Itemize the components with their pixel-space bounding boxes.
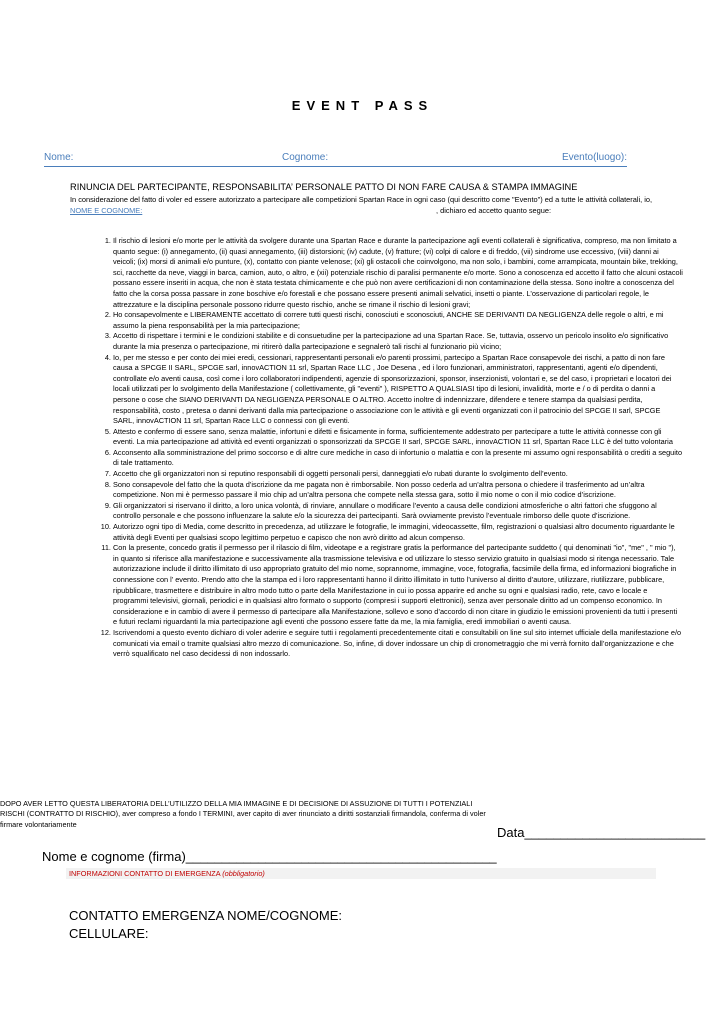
list-item: 6. Acconsento alla somministrazione del primo soccorso e di altre cure mediche in caso di infortunio o malattia e con la presente mi assumo ogni responsabilità o crediti a seguito di tale trattamento. — [113, 448, 683, 469]
event-field-label[interactable]: Evento(luogo): — [561, 152, 627, 163]
list-item: 10. Autorizzo ogni tipo di Media, come descritto in precedenza, ad utilizzare le fotografie, le immagini, videocassette, film, registrazioni o qualsiasi altro documento riguardante le attività degli Eventi per qualsiasi scopo legittimo perpetuo e capisco che non avrò diritto ad alcun compenso. — [113, 522, 683, 543]
list-item: 11. Con la presente, concedo gratis il permesso per il rilascio di film, videotape e a registrare gratis la performance del partecipante suddetto ( qui denominati "io", "me" , " mio "), in quanto si riferisce alla manifestazione e successivamente alla trasmissione televisiva e od utilizzare lo stesso servizio gratuito in qualsiasi modo si ritenga necessario. Tale autorizzazione include il diritto illimitato di uso appropriato gratuito del mio nome, soprannome, immagine, voce, fotografia, facsimile della firma, ed informazioni biografiche in connessione con l’ evento. Prendo atto che la stampa ed i loro rappresentanti hanno il diritto illimitato in tutto l’universo al diritto d’autore, utilizzare, riutilizzare, pubblicare, ripubblicare, trasmettere e distribuire in altro modo tutto o parte della Manifestazione in cui io possa apparire ed anche su ogni e qualsiasi radio, rete, cavo e locale e programmi televisivi, giornali, periodici e in qualsiasi altro formato o supporto (compresi i supporti elettronici), senza aver personale diritto ad un compenso economico. In considerazione e in cambio di avere il permesso di partecipare alla Manifestazione, sollevo e sono d’accordo di non citare in giudizio le emissioni provenienti da tutti i presenti e futuri reclami riguardanti la mia partecipazione agli eventi che possono essere fatte da me, la mia famiglia, eredi immobiliari o aventi causa. — [113, 543, 683, 628]
emergency-label: INFORMAZIONI CONTATTO DI EMERGENZA — [69, 869, 221, 878]
list-item: 5. Attesto e confermo di essere sano, senza malattie, infortuni e difetti e fisicamente in forma, sufficientemente addestrato per partecipare a tutte le attività connesse con gli eventi. La mia partecipazione ad attività ed eventi organizzati o sponsorizzati da SPCGE II sarl, SPCGE SARL, innovACTION 11 srl, Spartan Race LLC è del tutto volontaria — [113, 427, 683, 448]
signature-field[interactable]: Nome e cognome (firma)___________________________________________ — [42, 849, 497, 864]
emergency-phone-field[interactable]: CELLULARE: — [69, 926, 149, 941]
list-item: 9. Gli organizzatori si riservano il diritto, a loro unica volontà, di rinviare, annullare o modificare l’evento a causa delle condizioni atmosferiche o altri fattori che sfuggono al controllo personale e che possono influenzare la salute e/o la sicurezza dei partecipanti. Sarà ovviamente previsto l’eventuale rimborso delle quote d’iscrizione. — [113, 501, 683, 522]
list-item: 4. Io, per me stesso e per conto dei miei eredi, cessionari, rappresentanti personali e/o parenti prossimi, partecipo a Spartan Race consapevole dei rischi, a patto di non fare causa a SPCGE II SARL, SPCGE sarl, innovACTION 11 srl, Spartan Race LLC , Joe Desena , ed i loro funzionari, amministratori, rappresentanti, agenti e/o dipendenti, controllate e/o aventi causa, così come i loro collaboratori indipendenti, agenzie di sponsorizzazioni, sponsor, inserzionisti, volontari e, se del caso, i proprietari e locatori dei locali utilizzati per lo svolgimento della Manifestazione ( collettivamente, gli "eventi" ), RISPETTO A QUALSIASI tipo di lesioni, invalidità, morte e / o di perdita o danni a persone o cose che SIANO DERIVANTI DA NEGLIGENZA PERSONALE O ALTRO. Accetto inoltre di indennizzare, difendere e tenere stampa da qualsiasi perdita, responsabilità, costo , pretesa o danni derivanti dalla mia partecipazione o associazione con le attività e gli eventi organizzati con il patrocinio del SPCGE II sarl, SPCGE SARL, innovACTION 11 srl, Spartan Race LLC o connessi con gli eventi. — [113, 353, 683, 427]
signature-disclaimer: DOPO AVER LETTO QUESTA LIBERATORIA DELL’UTILIZZO DELLA MIA IMMAGINE E DI DECISIONE DI ASSUZIONE DI TUTTI I POTENZIALI RISCHI (CONTRATTO DI RISCHIO), aver compreso a fondo I TERMINI, aver capito di aver rinunciato a diritti sostanziali firmandola, conferma di voler firmare volontariamente — [0, 799, 486, 829]
full-name-blank[interactable]: NOME E COGNOME: — [70, 205, 143, 215]
name-field-label[interactable]: Nome: — [44, 152, 74, 163]
list-item: 8. Sono consapevole del fatto che la quota d’iscrizione da me pagata non è rimborsabile. Non posso cederla ad un’altra persona o chiedere il trasferimento ad un’altra competizione. Non mi è permesso passare il mio chip ad un’altra persona che compete nella stessa gara, sotto il mio nome o con il mio codice d’iscrizione. — [113, 480, 683, 501]
page-title: EVENT PASS — [291, 98, 434, 113]
list-item: 1. Il rischio di lesioni e/o morte per le attività da svolgere durante una Spartan Race e durante la partecipazione agli eventi collaterali è significativa, compreso, ma non limitato a quanto segue: (i) annegamento, (ii) quasi annegamento, (iii) distorsioni; (iv) cadute, (v) fratture; (vi) colpi di calore e di freddo, (vii) sindrome use eccessivo, (viii) danni ai veicoli; (ix) morsi di animali e/o punture, (x), contatto con piante velenose; (xi) gli ostacoli che coinvolgono, ma non solo, i bambini, come arrampicata, mountain bike, trekking, sci, racchette da neve, viaggi in barca, camion, auto, o altro, e (xii) potenziale rischio di paralisi permanente e/o morte. Sono a conoscenza ed accetto il fatto che alcuni ostacoli possano essere inseriti in acqua, che non è stata testata chimicamente e che può non avere certificazioni di non contaminazione della stessa. Sono inoltre a conoscenza del fatto che la corsa possa passare in zone boschive e/o forestali e che possano essere presenti animali selvatici, insetti o piante. L’osservazione di particolari regole, le attrezzature e la disciplina personale possono ridurre questo rischio, anche se rimane il rischio di lesioni gravi; — [113, 236, 683, 310]
intro-text-before: In considerazione del fatto di voler ed essere autorizzato a partecipare alle competizioni Spartan Race in ogni caso (qui descritto come "Evento") ed a tutte le attività collaterali, io, — [70, 195, 653, 204]
surname-field-label[interactable]: Cognome: — [282, 152, 329, 163]
waiver-heading: RINUNCIA DEL PARTECIPANTE, RESPONSABILITA’ PERSONALE PATTO DI NON FARE CAUSA & STAMPA IMMAGINE — [70, 182, 578, 192]
emergency-contact-name-field[interactable]: CONTATTO EMERGENZA NOME/COGNOME: — [69, 908, 343, 923]
list-item: 7. Accetto che gli organizzatori non si reputino responsabili di oggetti personali persi, danneggiati e/o rubati durante lo svolgimento dell’evento. — [113, 469, 683, 480]
waiver-intro — [70, 195, 660, 216]
terms-list — [87, 236, 683, 660]
emergency-section-label — [69, 869, 265, 878]
emergency-required-note: (obbligatorio) — [222, 869, 265, 878]
emergency-contact-block — [69, 907, 342, 943]
date-field[interactable]: Data_________________________ — [497, 825, 706, 840]
participant-fields — [44, 152, 627, 167]
list-item: 12. Iscrivendomi a questo evento dichiaro di voler aderire e seguire tutti i regolamenti precedentemente citati e consultabili on line sul sito internet ufficiale della manifestazione e/o comunicati via email o tramite qualsiasi altro mezzo di comunicazione. So, infine, di dover indossare un chip di cronometraggio che mi verrà fornito dall’organizzazione e che verrò squalificato nel caso decidessi di non indossarlo. — [113, 628, 683, 660]
list-item: 2. Ho consapevolmente e LIBERAMENTE accettato di correre tutti questi rischi, conosciuti e sconosciuti, ANCHE SE DERIVANTI DA NEGLIGENZA delle regole o altri, e mi assumo la piena responsabilità per la mia partecipazione; — [113, 310, 683, 331]
list-item: 3. Accetto di rispettare i termini e le condizioni stabilite e di consuetudine per la partecipazione ad una Spartan Race. Se, tuttavia, osservo un pericolo insolito e/o significativo durante la mia presenza o partecipazione, mi ritirerò dalla partecipazione e segnalerò tali rischi al funzionario più vicino; — [113, 331, 683, 352]
intro-text-after: , dichiaro ed accetto quanto segue: — [436, 205, 552, 215]
